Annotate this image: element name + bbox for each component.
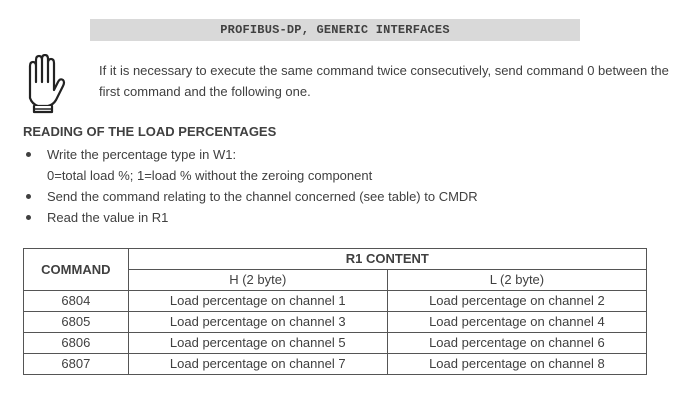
cell-h: Load percentage on channel 7 <box>128 354 387 375</box>
page-header: PROFIBUS-DP, GENERIC INTERFACES <box>90 19 580 41</box>
list-item-continuation <box>23 165 663 186</box>
cell-l: Load percentage on channel 8 <box>387 354 646 375</box>
cell-command: 6805 <box>24 312 129 333</box>
cell-l: Load percentage on channel 4 <box>387 312 646 333</box>
column-header-command: COMMAND <box>24 249 129 291</box>
table-row <box>24 291 647 312</box>
cell-command: 6804 <box>24 291 129 312</box>
table-row <box>24 312 647 333</box>
cell-h: Load percentage on channel 5 <box>128 333 387 354</box>
list-item <box>23 207 663 228</box>
table-row <box>24 333 647 354</box>
list-item-text: 0=total load %; 1=load % without the zeroing component <box>47 168 373 183</box>
list-item <box>23 144 663 165</box>
instruction-list <box>23 144 663 228</box>
group-header-r1-content: R1 CONTENT <box>128 249 646 270</box>
r1-content-table <box>23 248 647 375</box>
table-row <box>24 354 647 375</box>
bullet-icon <box>26 194 31 199</box>
cell-l: Load percentage on channel 6 <box>387 333 646 354</box>
note-text: If it is necessary to execute the same command twice consecutively, send command 0 between the first command and the following one. <box>99 63 669 99</box>
table-header-row <box>24 249 647 270</box>
cell-h: Load percentage on channel 1 <box>128 291 387 312</box>
cell-h: Load percentage on channel 3 <box>128 312 387 333</box>
list-item-text: Read the value in R1 <box>47 210 169 225</box>
list-item-text: Write the percentage type in W1: <box>47 147 237 162</box>
column-header-h: H (2 byte) <box>128 270 387 291</box>
list-item-text: Send the command relating to the channel concerned (see table) to CMDR <box>47 189 478 204</box>
cell-command: 6807 <box>24 354 129 375</box>
section-title: READING OF THE LOAD PERCENTAGES <box>23 124 277 139</box>
stop-hand-icon <box>18 54 66 114</box>
bullet-icon <box>26 215 31 220</box>
bullet-icon <box>26 152 31 157</box>
cell-command: 6806 <box>24 333 129 354</box>
column-header-l: L (2 byte) <box>387 270 646 291</box>
cell-l: Load percentage on channel 2 <box>387 291 646 312</box>
list-item <box>23 186 663 207</box>
